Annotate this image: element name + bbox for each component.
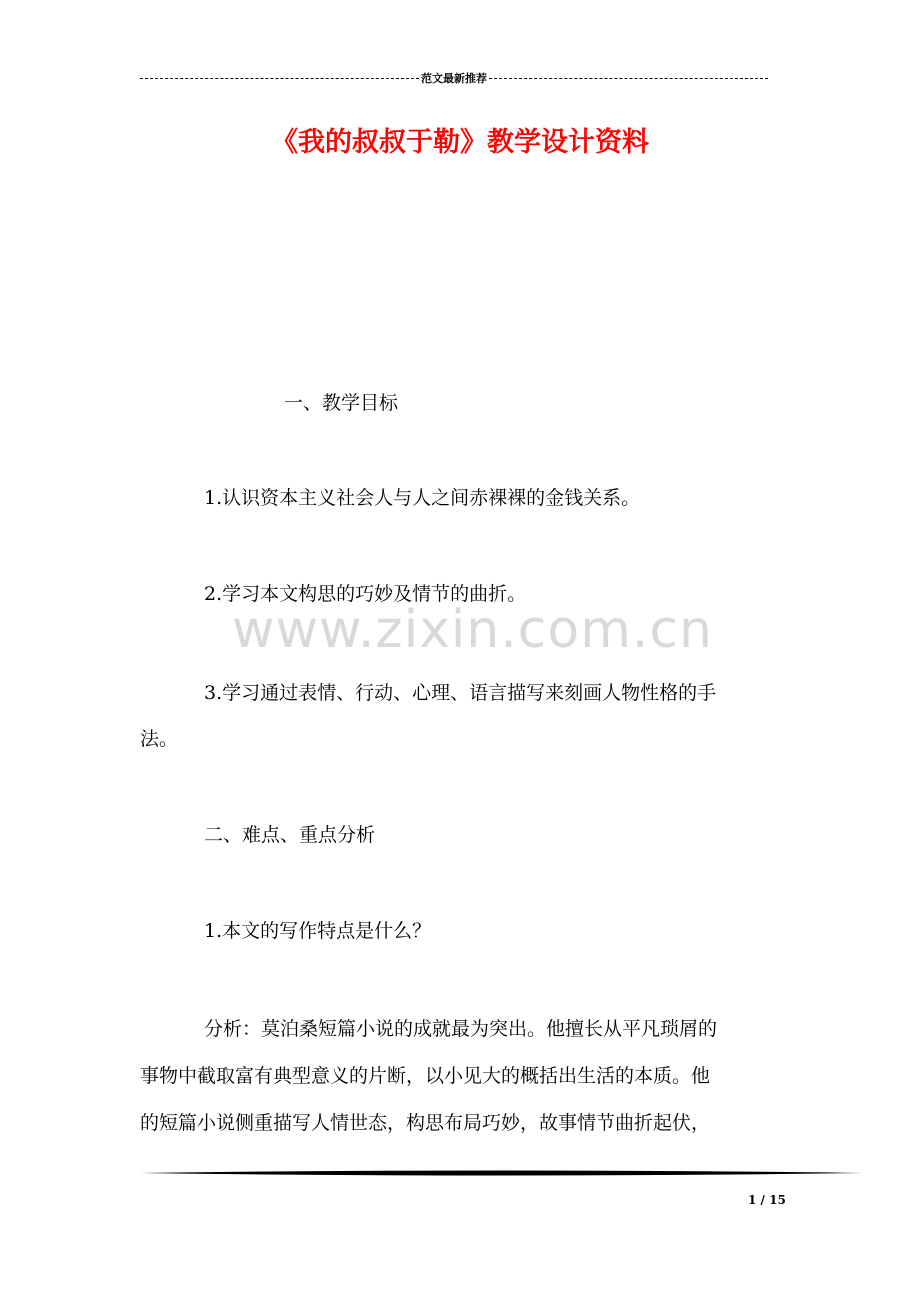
paragraph-question-1: 1.本文的写作特点是什么？	[204, 920, 432, 942]
header-dash-right	[489, 78, 768, 79]
paragraph-analysis-line2: 事物中截取富有典型意义的片断，以小见大的概括出生活的本质。他	[140, 1065, 711, 1087]
header-rule	[140, 68, 768, 88]
paragraph-analysis-line3: 的短篇小说侧重描写人情世态，构思布局巧妙，故事情节曲折起伏，	[140, 1112, 711, 1134]
header-label: 范文最新推荐	[421, 72, 487, 85]
watermark: www.zixin.com.cn	[232, 600, 713, 660]
header-dash-left	[140, 78, 419, 79]
footer-divider	[140, 1168, 863, 1178]
section-heading-analysis: 二、难点、重点分析	[204, 824, 376, 846]
page-number: 1 / 15	[748, 1193, 786, 1207]
section-heading-objectives: 一、教学目标	[284, 392, 399, 414]
document-title: 《我的叔叔于勒》教学设计资料	[271, 127, 649, 158]
paragraph-objective-3-line1: 3.学习通过表情、行动、心理、语言描写来刻画人物性格的手	[204, 682, 717, 704]
paragraph-objective-3-line2: 法。	[140, 728, 179, 750]
paragraph-objective-2: 2.学习本文构思的巧妙及情节的曲折。	[204, 583, 527, 605]
paragraph-analysis-line1: 分析：莫泊桑短篇小说的成就最为突出。他擅长从平凡琐屑的	[204, 1018, 718, 1040]
paragraph-objective-1: 1.认识资本主义社会人与人之间赤裸裸的金钱关系。	[204, 487, 641, 509]
